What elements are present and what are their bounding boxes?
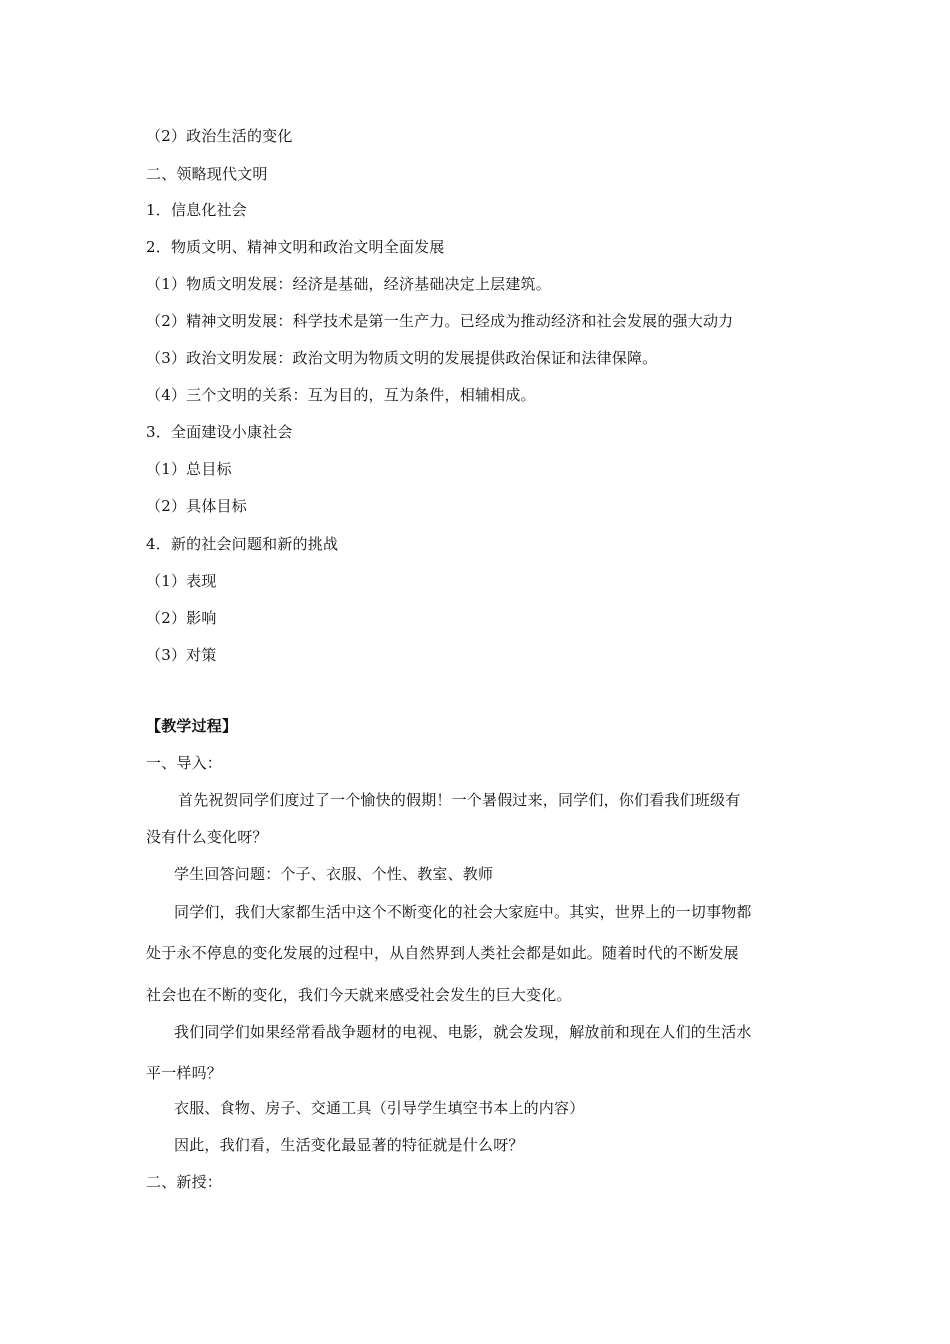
outline-line: 2．物质文明、精神文明和政治文明全面发展 — [146, 238, 445, 256]
outline-line: （2）精神文明发展：科学技术是第一生产力。已经成为推动经济和社会发展的强大动力 — [146, 312, 734, 330]
outline-line: 二、领略现代文明 — [146, 165, 268, 183]
paragraph-line: 学生回答问题：个子、衣服、个性、教室、教师 — [174, 865, 494, 883]
outline-line: （2）政治生活的变化 — [146, 127, 293, 145]
paragraph-line: 我们同学们如果经常看战争题材的电视、电影，就会发现，解放前和现在人们的生活水 — [174, 1023, 752, 1041]
paragraph-line: 同学们，我们大家都生活中这个不断变化的社会大家庭中。其实，世界上的一切事物都 — [174, 903, 752, 921]
paragraph-line: 没有什么变化呀？ — [146, 828, 268, 846]
paragraph-line: 社会也在不断的变化，我们今天就来感受社会发生的巨大变化。 — [146, 986, 572, 1004]
outline-line: （2）具体目标 — [146, 497, 247, 515]
paragraph-line: 平一样吗？ — [146, 1064, 223, 1082]
section-heading: 【教学过程】 — [146, 717, 238, 735]
outline-line: （1）表现 — [146, 572, 217, 590]
outline-line: （1）总目标 — [146, 460, 232, 478]
paragraph-line: 首先祝贺同学们度过了一个愉快的假期！一个暑假过来，同学们，你们看我们班级有 — [178, 791, 741, 809]
outline-line: 1．信息化社会 — [146, 201, 247, 219]
outline-line: （3）对策 — [146, 646, 217, 664]
paragraph-line: 因此，我们看，生活变化最显著的特征就是什么呀？ — [174, 1136, 524, 1154]
outline-line: （2）影响 — [146, 609, 217, 627]
outline-line: （1）物质文明发展：经济是基础，经济基础决定上层建筑。 — [146, 275, 551, 293]
outline-line: 4．新的社会问题和新的挑战 — [146, 535, 339, 553]
outline-line: （3）政治文明发展：政治文明为物质文明的发展提供政治保证和法律保障。 — [146, 349, 658, 367]
outline-line: （4）三个文明的关系：互为目的，互为条件，相辅相成。 — [146, 386, 536, 404]
paragraph-line: 处于永不停息的变化发展的过程中，从自然界到人类社会都是如此。随着时代的不断发展 — [146, 944, 739, 962]
subsection-label: 一、导入： — [146, 754, 223, 772]
subsection-label: 二、新授： — [146, 1173, 223, 1191]
outline-line: 3．全面建设小康社会 — [146, 423, 293, 441]
paragraph-line: 衣服、食物、房子、交通工具（引导学生填空书本上的内容） — [174, 1099, 585, 1117]
